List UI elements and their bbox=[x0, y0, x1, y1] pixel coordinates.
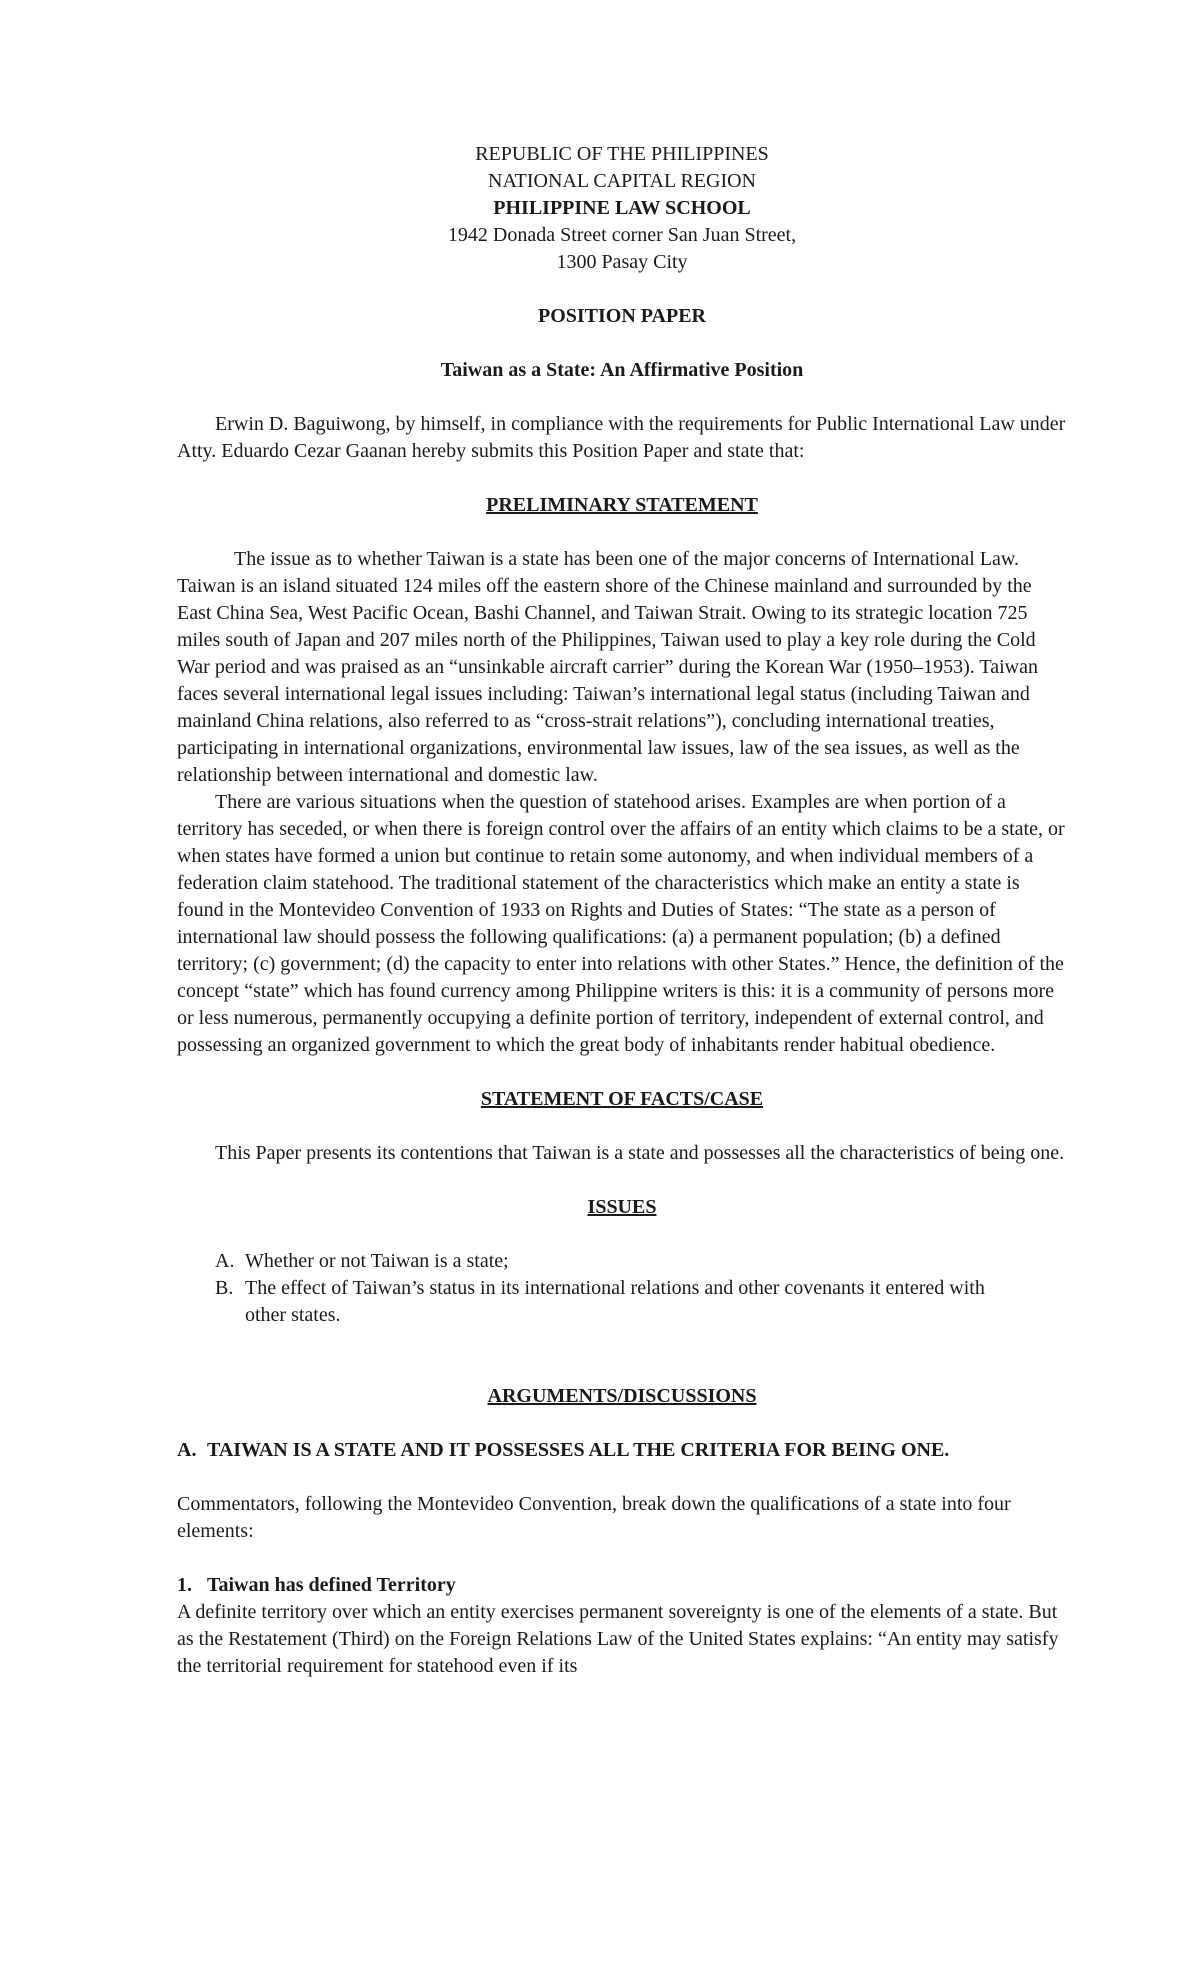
facts-heading: STATEMENT OF FACTS/CASE bbox=[480, 1088, 764, 1110]
letterhead-school: PHILIPPINE LAW SCHOOL bbox=[493, 197, 751, 219]
arguments-heading: ARGUMENTS/DISCUSSIONS bbox=[487, 1385, 757, 1407]
preliminary-heading: PRELIMINARY STATEMENT bbox=[486, 494, 758, 516]
argument-a-letter: A. bbox=[177, 1439, 197, 1461]
document-type: POSITION PAPER bbox=[538, 305, 706, 327]
issues-heading: ISSUES bbox=[587, 1196, 657, 1218]
letterhead-address-2: 1300 Pasay City bbox=[556, 251, 688, 273]
argument-a-paragraph bbox=[177, 1464, 1067, 1545]
list-item bbox=[215, 1275, 1067, 1329]
intro-paragraph: Erwin D. Baguiwong, by himself, in compliance with the requirements for Public International Law under Atty. Eduardo Cezar Gaanan hereby submits this Position Paper and state that: bbox=[177, 413, 1066, 462]
preliminary-paragraph-2: There are various situations when the question of statehood arises. Examples are when portion of a territory has seceded, or when there is foreign control over the affairs of an entity which claims to be a state, or when states have formed a union but continue to retain some autonomy, and when individual members of a federation claim statehood. The traditional statement of the characteristics which make an entity a state is found in the Montevideo Convention of 1933 on Rights and Duties of States: “The state as a person of international law should possess the following qualifications: (a) a permanent population; (b) a defined territory; (c) government; (d) the capacity to enter into relations with other States.” Hence, the definition of the concept “state” which has found currency among Philippine writers is this: it is a community of persons more or less numerous, permanently occupying a definite portion of territory, independent of external control, and possessing an organized government to which the great body of inhabitants render habitual obedience. bbox=[177, 791, 1065, 1056]
letterhead-address-1: 1942 Donada Street corner San Juan Street, bbox=[447, 224, 797, 246]
list-item bbox=[215, 1248, 1067, 1275]
preliminary-paragraph-1: The issue as to whether Taiwan is a state has been one of the major concerns of International Law. Taiwan is an island situated 124 miles off the eastern shore of the Chinese mainland and surrounded by the East China Sea, West Pacific Ocean, Bashi Channel, and Taiwan Strait. Owing to its strategic location 725 miles south of Japan and 207 miles north of the Philippines, Taiwan used to play a key role during the Cold War period and was praised as an “unsinkable aircraft carrier” during the Korean War (1950–1953). Taiwan faces several international legal issues including: Taiwan’s international legal status (including Taiwan and mainland China relations, also referred to as “cross-strait relations”), concluding international treaties, participating in international organizations, environmental law issues, law of the sea issues, as well as the relationship between international and domestic law. bbox=[177, 548, 1038, 786]
argument-a1-paragraph: A definite territory over which an entity exercises permanent sovereignty is one of the elements of a state. But as the Restatement (Third) on the Foreign Relations Law of the United States explains: “An entity may satisfy the territorial requirement for statehood even if its bbox=[177, 1601, 1059, 1677]
issues-list bbox=[177, 1248, 1067, 1329]
document-title: Taiwan as a State: An Affirmative Position bbox=[440, 359, 804, 381]
issue-letter: A. bbox=[215, 1250, 235, 1272]
argument-a1-heading bbox=[177, 1572, 1067, 1599]
facts-paragraph: This Paper presents its contentions that Taiwan is a state and possesses all the characteristics of being one. bbox=[215, 1142, 1065, 1164]
issue-text: The effect of Taiwan’s status in its international relations and other covenants it entered with other states. bbox=[245, 1277, 985, 1326]
issue-letter: B. bbox=[215, 1277, 234, 1299]
argument-a-heading bbox=[177, 1437, 1067, 1464]
letterhead bbox=[177, 141, 1067, 276]
argument-a1-title: Taiwan has defined Territory bbox=[207, 1574, 456, 1596]
issue-text: Whether or not Taiwan is a state; bbox=[245, 1250, 509, 1272]
letterhead-region: NATIONAL CAPITAL REGION bbox=[488, 170, 756, 192]
letterhead-country: REPUBLIC OF THE PHILIPPINES bbox=[475, 143, 769, 165]
argument-a-paragraph-text: Commentators, following the Montevideo Convention, break down the qualifications of a state into four elements: bbox=[177, 1493, 1011, 1542]
document-body bbox=[177, 141, 1067, 1680]
argument-a-title: TAIWAN IS A STATE AND IT POSSESSES ALL THE CRITERIA FOR BEING ONE. bbox=[207, 1439, 950, 1461]
argument-a1-number: 1. bbox=[177, 1574, 192, 1596]
